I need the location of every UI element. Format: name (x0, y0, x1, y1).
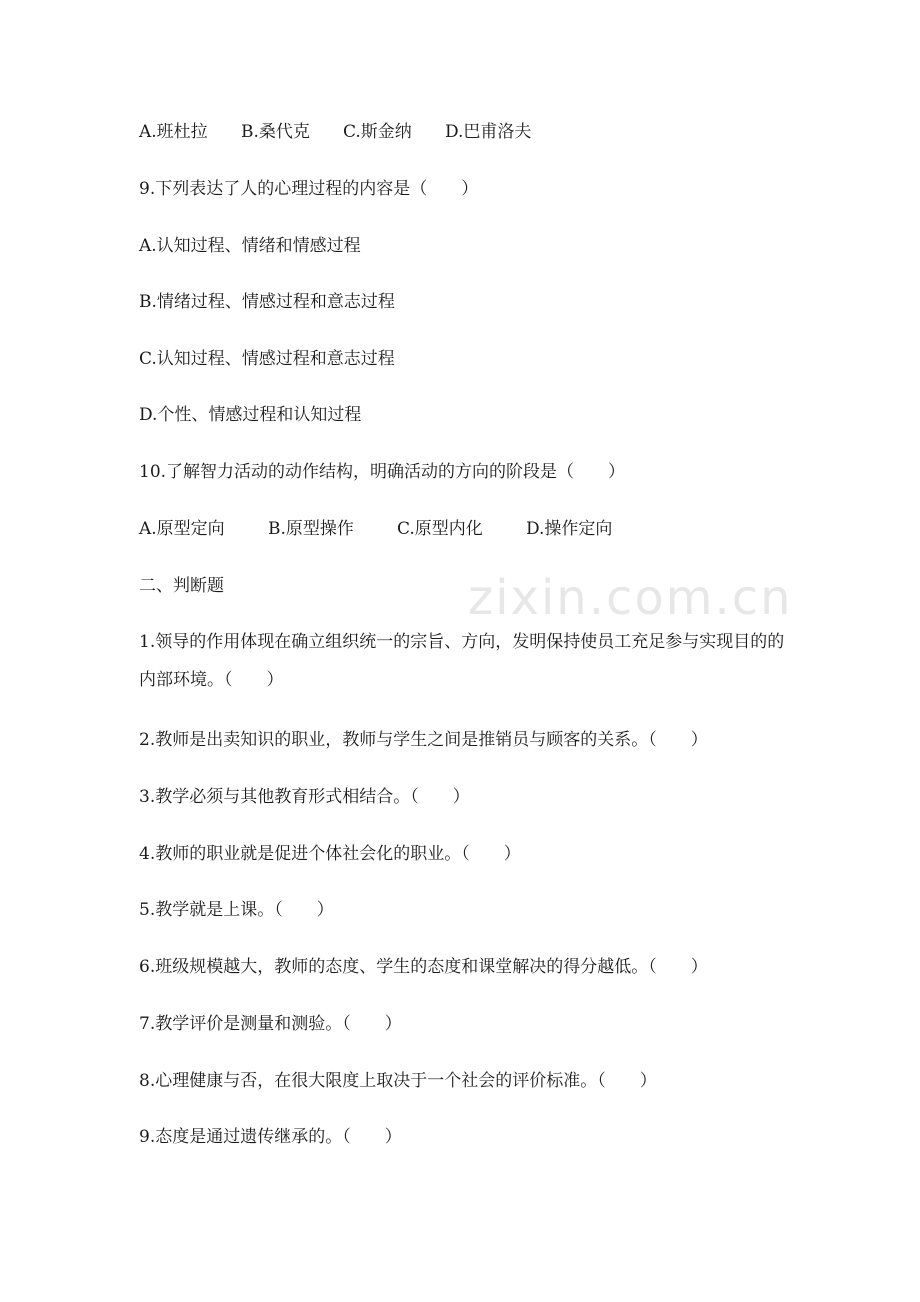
q10-option-c: C.原型内化 (397, 519, 483, 539)
q9-option-a: A.认知过程、情绪和情感过程 (139, 236, 361, 256)
judgment-5: 5.教学就是上课。（ ） (139, 900, 334, 920)
judgment-2: 2.教师是出卖知识的职业，教师与学生之间是推销员与顾客的关系。（ ） (139, 730, 708, 750)
judgment-8: 8.心理健康与否，在很大限度上取决于一个社会的评价标准。（ ） (139, 1071, 657, 1091)
q9-option-b: B.情绪过程、情感过程和意志过程 (139, 292, 395, 312)
watermark: zixin.com.cn (468, 570, 793, 626)
q8-option-d: D.巴甫洛夫 (445, 122, 532, 142)
q10-option-b: B.原型操作 (268, 519, 354, 539)
judgment-7: 7.教学评价是测量和测验。（ ） (139, 1014, 402, 1034)
judgment-1: 1.领导的作用体现在确立组织统一的宗旨、方向，发明保持使员工充足参与实现目的的内部环境。（ ） (139, 632, 785, 690)
judgment-6: 6.班级规模越大，教师的态度、学生的态度和课堂解决的得分越低。（ ） (139, 957, 708, 977)
q8-option-c: C.斯金纳 (343, 122, 412, 142)
judgment-9: 9.态度是通过遗传继承的。（ ） (139, 1127, 402, 1147)
q10-stem: 10.了解智力活动的动作结构，明确活动的方向的阶段是（ ） (139, 462, 626, 482)
judgment-3: 3.教学必须与其他教育形式相结合。（ ） (139, 787, 470, 807)
q8-option-b: B.桑代克 (241, 122, 310, 142)
q8-options (139, 122, 790, 142)
q10-options (139, 519, 790, 539)
q8-option-a: A.班杜拉 (139, 122, 208, 142)
q10-option-d: D.操作定向 (526, 519, 613, 539)
q9-stem: 9.下列表达了人的心理过程的内容是（ ） (139, 179, 479, 199)
judgment-4: 4.教师的职业就是促进个体社会化的职业。（ ） (139, 844, 521, 864)
q10-option-a: A.原型定向 (139, 519, 225, 539)
q9-option-c: C.认知过程、情感过程和意志过程 (139, 349, 395, 369)
q9-option-d: D.个性、情感过程和认知过程 (139, 405, 362, 425)
section-title: 二、判断题 (139, 576, 224, 596)
